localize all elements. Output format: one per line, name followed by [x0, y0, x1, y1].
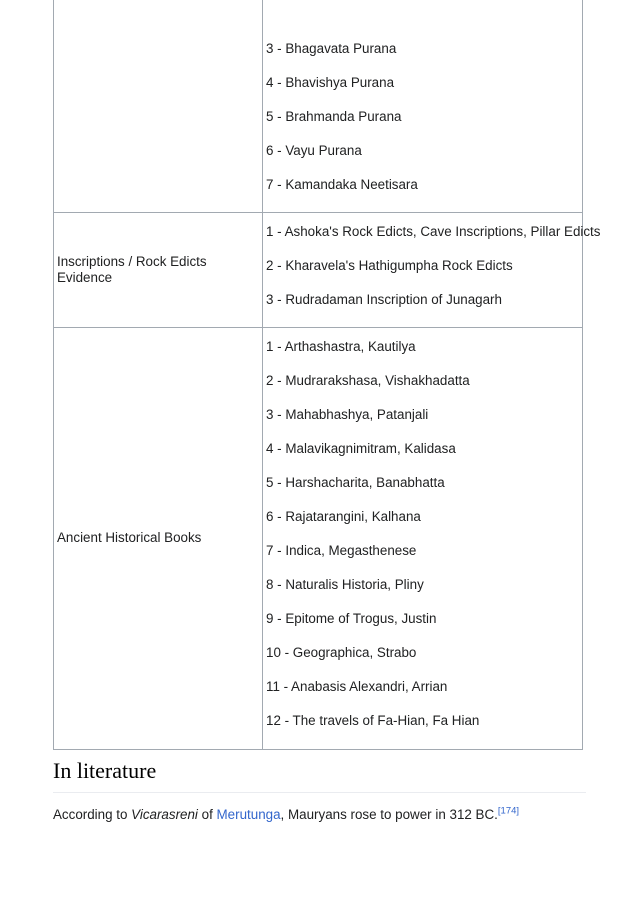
table-row — [54, 327, 583, 749]
list-item: 2 - Mudrarakshasa, Vishakhadatta — [266, 373, 470, 388]
list-item: 1 - Arthashastra, Kautilya — [266, 339, 416, 354]
list-item: 4 - Malavikagnimitram, Kalidasa — [266, 441, 456, 456]
category-cell: Ancient Historical Books — [54, 327, 263, 749]
category-cell — [54, 0, 263, 212]
list-item: 5 - Brahmanda Purana — [266, 109, 402, 125]
section-heading: In literature — [53, 756, 586, 793]
list-item: 1 - Ashoka's Rock Edicts, Cave Inscriptions, Pillar Edicts — [266, 223, 601, 239]
table-row — [54, 212, 583, 327]
list-item: 10 - Geographica, Strabo — [266, 645, 417, 660]
list-item: 7 - Kamandaka Neetisara — [266, 177, 418, 193]
list-item: 2 - Kharavela's Hathigumpha Rock Edicts — [266, 257, 513, 273]
list-item: 8 - Naturalis Historia, Pliny — [266, 577, 424, 592]
list-item: 6 - Rajatarangini, Kalhana — [266, 509, 421, 524]
items-cell — [263, 0, 583, 212]
list-item: 3 - Bhagavata Purana — [266, 41, 397, 57]
list-item: 4 - Bhavishya Purana — [266, 75, 395, 91]
table-row — [54, 0, 583, 212]
list-item: 6 - Vayu Purana — [266, 143, 362, 159]
list-item: 3 - Mahabhashya, Patanjali — [266, 407, 429, 422]
list-item: 12 - The travels of Fa-Hian, Fa Hian — [266, 713, 480, 728]
section-paragraph — [53, 805, 593, 825]
paragraph-text: According to — [53, 807, 132, 822]
items-cell — [263, 327, 583, 749]
items-cell — [263, 212, 601, 327]
list-item: 5 - Harshacharita, Banabhatta — [266, 475, 445, 490]
list-item: 3 - Rudradaman Inscription of Junagarh — [266, 291, 502, 307]
list-item: 9 - Epitome of Trogus, Justin — [266, 611, 437, 626]
paragraph-text: , Mauryans rose to power in 312 BC. — [280, 807, 498, 822]
citation-link[interactable]: [174] — [497, 805, 520, 817]
paragraph-text: of — [197, 807, 217, 822]
list-item: 11 - Anabasis Alexandri, Arrian — [266, 679, 448, 694]
citation-ref — [498, 806, 519, 817]
list-item: 7 - Indica, Megasthenese — [266, 543, 417, 558]
merutunga-link[interactable]: Merutunga — [216, 807, 281, 822]
category-cell: Inscriptions / Rock Edicts Evidence — [54, 212, 263, 327]
work-title: Vicarasreni — [131, 807, 198, 822]
sources-table — [53, 0, 601, 750]
